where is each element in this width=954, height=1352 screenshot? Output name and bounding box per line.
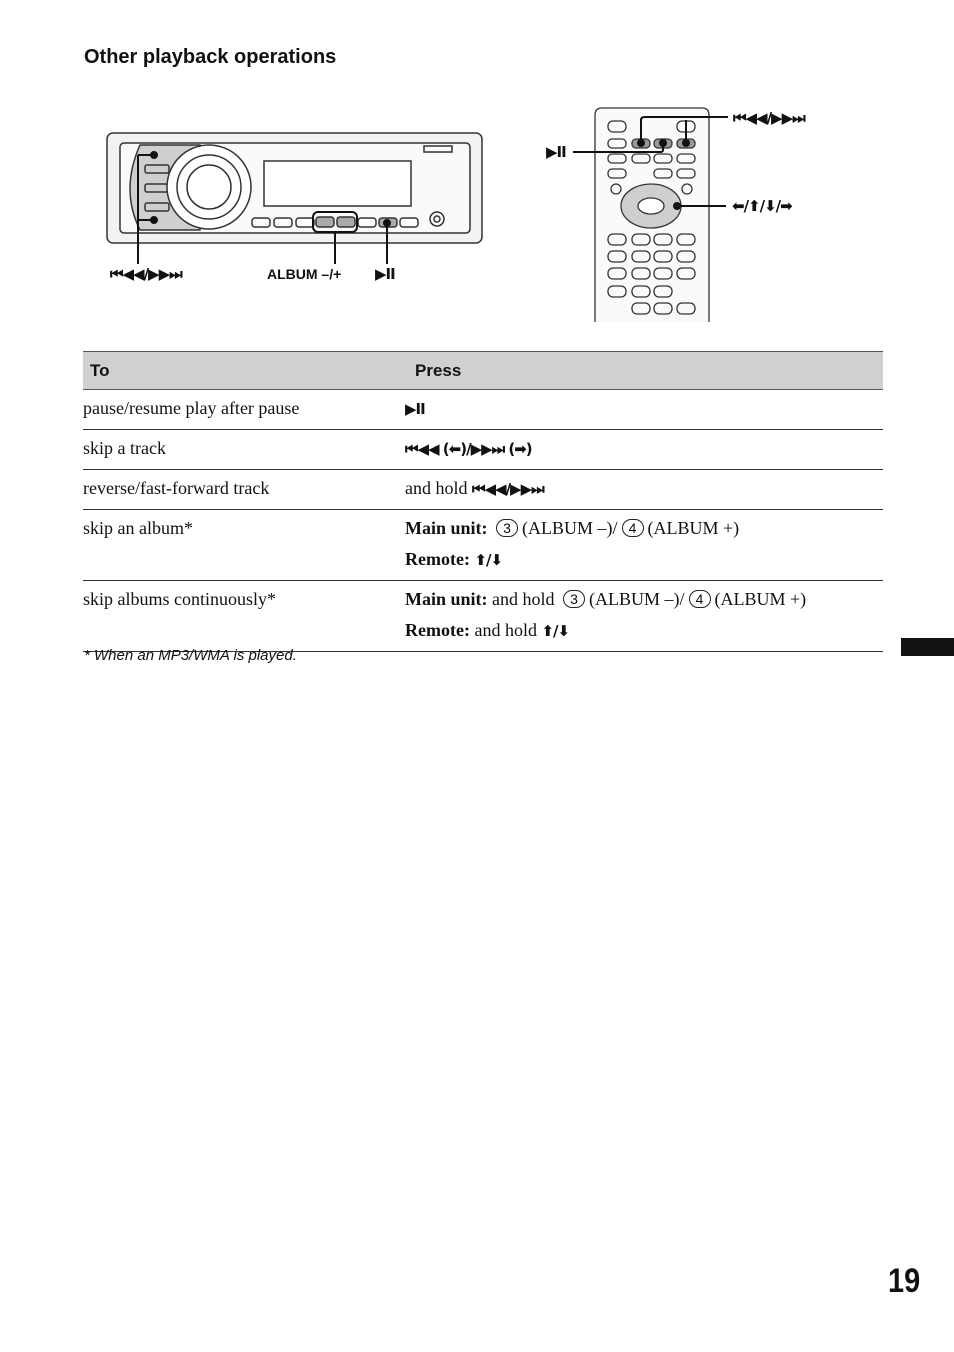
album-label: ALBUM –/+ (267, 266, 342, 282)
press-prefix: and hold (405, 478, 472, 498)
section-tab-marker (901, 638, 954, 656)
left-arrow-icon: ⬅ (448, 440, 461, 458)
remote-label: Remote: (405, 620, 470, 640)
button-3-icon: 3 (496, 519, 518, 537)
remote-prev-next-label: ⏮◀◀/▶▶⏭ (733, 109, 805, 127)
button-3-icon: 3 (563, 590, 585, 608)
press-cell (405, 581, 883, 652)
prev-icon: ⏮◀◀ ( (405, 440, 449, 458)
press-cell (405, 470, 883, 510)
play-pause-icon: ▶II (405, 400, 425, 418)
play-pause-label: ▶II (375, 265, 395, 283)
prev-next-icon: ⏮◀◀/▶▶⏭ (472, 480, 544, 498)
main-unit-illustration (107, 133, 482, 243)
table-header-row (83, 352, 883, 390)
album-plus-text: (ALBUM +) (714, 589, 807, 609)
close-paren: ) (525, 440, 532, 458)
up-down-arrow-icon: ⬆/⬇ (474, 551, 503, 569)
header-to: To (83, 352, 405, 390)
remote-illustration (595, 108, 709, 322)
to-cell: skip albums continuously* (83, 581, 405, 652)
up-down-arrow-icon: ⬆/⬇ (541, 622, 570, 640)
table-row (83, 390, 883, 430)
press-cell (405, 430, 883, 470)
main-unit-label: Main unit: (405, 589, 488, 609)
table-row (83, 430, 883, 470)
page-number: 19 (888, 1262, 921, 1300)
prev-next-label: ⏮◀◀/▶▶⏭ (110, 265, 182, 283)
to-cell: skip an album* (83, 510, 405, 581)
to-cell: skip a track (83, 430, 405, 470)
to-cell: pause/resume play after pause (83, 390, 405, 430)
remote-label: Remote: (405, 549, 470, 569)
album-minus-text: (ALBUM –)/ (522, 518, 618, 538)
button-4-icon: 4 (622, 519, 644, 537)
section-title: Other playback operations (84, 46, 337, 68)
to-cell: reverse/fast-forward track (83, 470, 405, 510)
table-row (83, 581, 883, 652)
album-plus-text: (ALBUM +) (647, 518, 740, 538)
hold-text: and hold (469, 620, 542, 640)
main-unit-label: Main unit: (405, 518, 488, 538)
button-4-icon: 4 (689, 590, 711, 608)
operation-figure (0, 0, 954, 340)
press-cell (405, 510, 883, 581)
album-minus-text: (ALBUM –)/ (589, 589, 685, 609)
remote-arrows-label: ⬅/⬆/⬇/➡ (732, 197, 792, 215)
footnote: * When an MP3/WMA is played. (84, 647, 297, 664)
hold-text: and hold (487, 589, 560, 609)
press-cell (405, 390, 883, 430)
operations-table (83, 351, 883, 652)
table-row (83, 470, 883, 510)
table-row (83, 510, 883, 581)
next-icon: )/▶▶⏭ ( (460, 440, 515, 458)
header-press: Press (405, 352, 883, 390)
right-arrow-icon: ➡ (514, 440, 526, 458)
remote-play-pause-label: ▶II (546, 143, 566, 161)
